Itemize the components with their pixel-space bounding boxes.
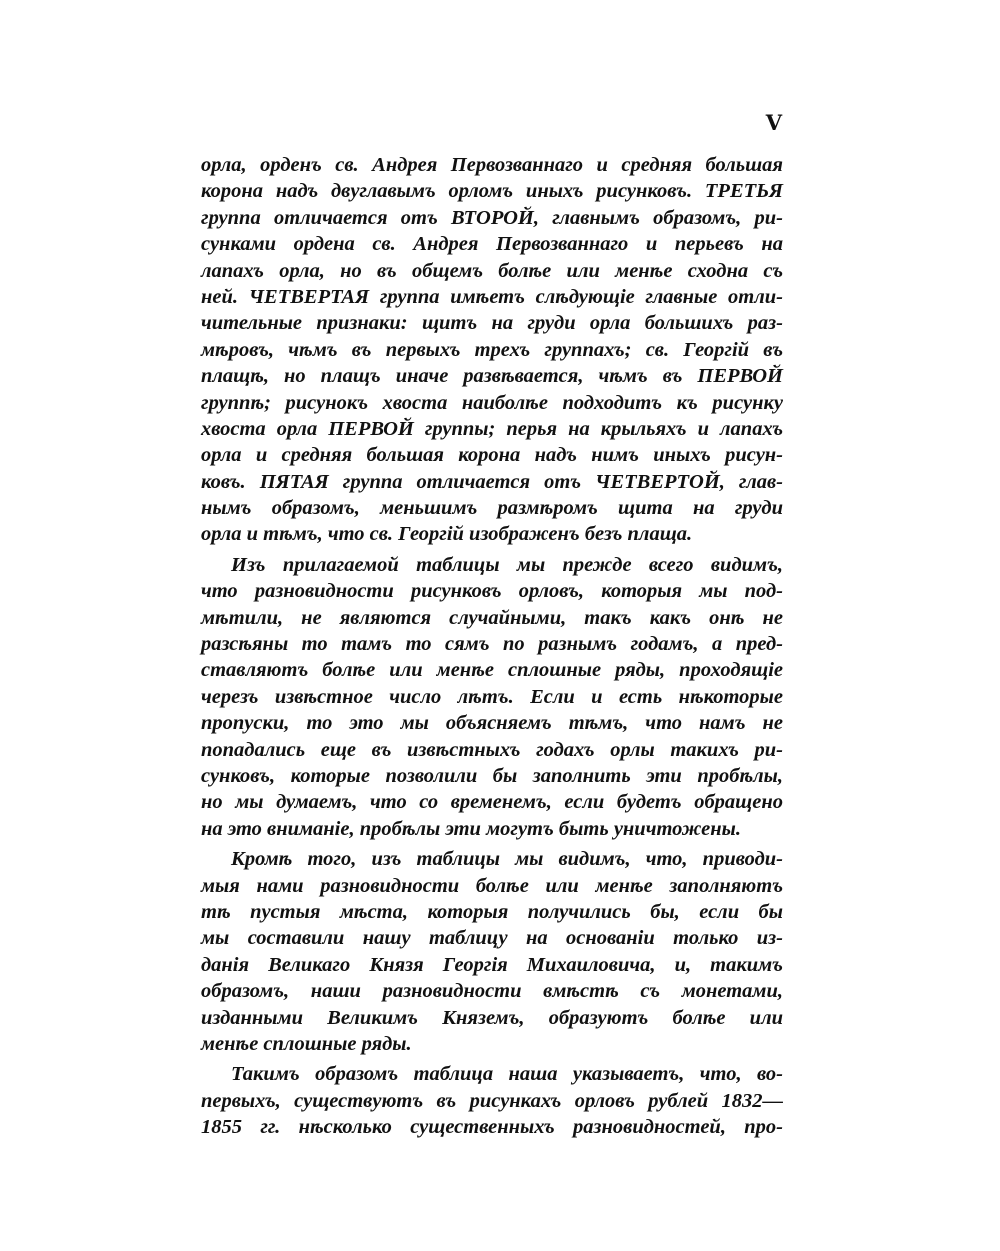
text-line: на это вниманіе, пробѣлы эти могутъ быть уничтожены. xyxy=(201,817,741,840)
text-line: ковъ. ПЯТАЯ группа отличается отъ ЧЕТВЕРТОЙ, глав- xyxy=(201,470,783,493)
text-line: менѣе сплошные ряды. xyxy=(201,1032,412,1055)
text-line: Такимъ образомъ таблица наша указываетъ, что, во- xyxy=(231,1063,783,1086)
text-line: мы составили нашу таблицу на основаніи только из- xyxy=(201,927,783,950)
text-line: плащѣ, но плащъ иначе развѣвается, чѣмъ въ ПЕРВОЙ xyxy=(201,365,783,388)
text-line: Изъ прилагаемой таблицы мы прежде всего видимъ, xyxy=(231,553,783,576)
text-line: группа отличается отъ ВТОРОЙ, главнымъ образомъ, ри- xyxy=(201,206,783,229)
text-line: 1855 гг. нѣсколько существенныхъ разновидностей, про- xyxy=(201,1116,783,1139)
body-text xyxy=(201,152,783,1140)
text-line: пропуски, то это мы объясняемъ тѣмъ, что намъ не xyxy=(201,712,783,735)
text-line: чительные признаки: щитъ на груди орла большихъ раз- xyxy=(201,312,783,335)
text-line: Кромѣ того, изъ таблицы мы видимъ, что, приводи- xyxy=(231,848,783,871)
paragraph xyxy=(201,846,783,1057)
text-line: что разновидности рисунковъ орловъ, которыя мы под- xyxy=(201,580,783,603)
text-line: мѣровъ, чѣмъ въ первыхъ трехъ группахъ; св. Георгій въ xyxy=(201,338,783,361)
text-line: сунковъ, которые позволили бы заполнить эти пробѣлы, xyxy=(201,764,783,787)
text-line: изданными Великимъ Княземъ, образуютъ болѣе или xyxy=(201,1006,783,1029)
text-line: сунками ордена св. Андрея Первозваннаго и перьевъ на xyxy=(201,233,783,256)
text-line: данія Великаго Князя Георгія Михаиловича, и, такимъ xyxy=(201,953,783,976)
text-line: мѣтили, не являются случайными, такъ какъ онѣ не xyxy=(201,606,783,629)
text-line: первыхъ, существуютъ въ рисункахъ орловъ рублей 1832— xyxy=(201,1089,783,1112)
text-line: тѣ пустыя мѣста, которыя получились бы, если бы xyxy=(201,900,783,923)
text-line: ней. ЧЕТВЕРТАЯ группа имѣетъ слѣдующіе главные отли- xyxy=(201,285,783,308)
text-line: мыя нами разновидности болѣе или менѣе заполняютъ xyxy=(201,874,783,897)
text-line: черезъ извѣстное число лѣтъ. Если и есть нѣкоторые xyxy=(201,685,783,708)
text-line: нымъ образомъ, меньшимъ размѣромъ щита на груди xyxy=(201,497,783,520)
text-line: группѣ; рисунокъ хвоста наиболѣе подходитъ къ рисунку xyxy=(201,391,783,414)
paragraph xyxy=(201,552,783,842)
paragraph xyxy=(201,152,783,548)
text-line: образомъ, наши разновидности вмѣстѣ съ монетами, xyxy=(201,980,783,1003)
text-line: корона надъ двуглавымъ орломъ иныхъ рисунковъ. ТРЕТЬЯ xyxy=(201,180,783,203)
text-line: попадались еще въ извѣстныхъ годахъ орлы такихъ ри- xyxy=(201,738,783,761)
text-line: лапахъ орла, но въ общемъ болѣе или менѣе сходна съ xyxy=(201,259,783,282)
page-number: V xyxy=(765,110,782,135)
text-line: орла, орденъ св. Андрея Первозваннаго и средняя большая xyxy=(201,154,783,176)
text-line: орла и средняя большая корона надъ нимъ иныхъ рисун- xyxy=(201,444,783,467)
text-line: орла и тѣмъ, что св. Георгій изображенъ безъ плаща. xyxy=(201,523,693,546)
text-line: разсѣяны то тамъ то сямъ по разнымъ годамъ, а пред- xyxy=(201,633,783,656)
text-line: ставляютъ болѣе или менѣе сплошные ряды, проходящіе xyxy=(201,659,783,682)
paragraph xyxy=(201,1061,783,1140)
text-line: но мы думаемъ, что со временемъ, если будетъ обращено xyxy=(201,791,783,814)
text-line: хвоста орла ПЕРВОЙ группы; перья на крыльяхъ и лапахъ xyxy=(201,417,783,440)
